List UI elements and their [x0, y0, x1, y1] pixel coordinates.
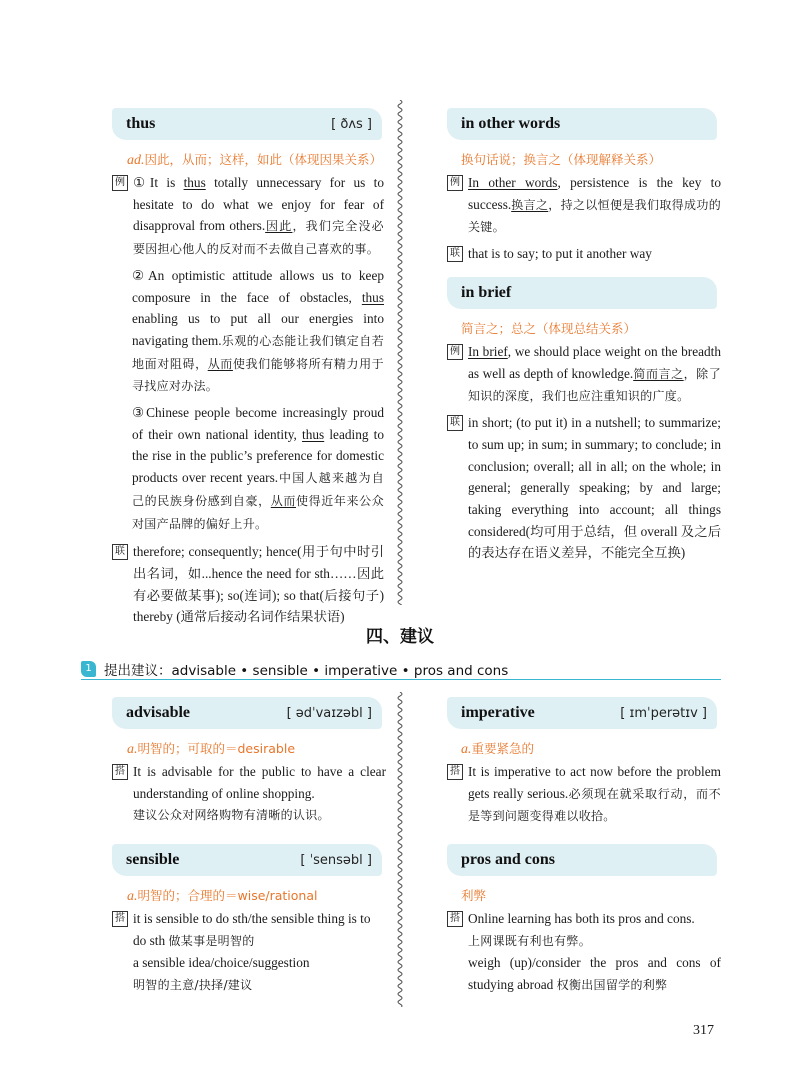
- collocation-tag: 搭: [112, 764, 128, 780]
- example-block-thus: 例 ①It is thus totally unnecessary for us to hesitate to do what we enjoy for fear of disapproval from others.因此，我们完全没必要因担心他人的反对而不去做自己喜欢的事。 ②An optimistic attitude allows us to keep composure in the face of obstacles, thus enabling us to put all our energies into navigating them.乐观的心态能让我们镇定自若地面对阻碍，从而使我们能够将所有精力用于寻找应对办法。 ③Chinese people become increasingly proud of their own national identity, thus leading to the rise in the public’s preference for domestic products over recent years.中国人越来越为自己的民族身份感到自豪，从而使得近年来公众对国产品牌的偏好上升。 联 therefore; consequently; hence(用于句中时引出名词，如...hence the need for sth……因此有必要做某事); so(连词); so that(后接句子) thereby (通常后接动名词作结果状语): [112, 172, 384, 628]
- pos-meaning: a.明智的；可取的＝desirable: [127, 741, 296, 757]
- related-tag: 联: [447, 415, 463, 431]
- pos-meaning: a.重要紧急的: [461, 741, 535, 757]
- collocation-tag: 搭: [112, 911, 128, 927]
- related-tag: 联: [447, 246, 463, 262]
- term-word: advisable: [126, 704, 191, 721]
- term-word: imperative: [461, 704, 535, 721]
- collocation-block-sensible: 搭 it is sensible to do sth/the sensible thing is to do sth 做某事是明智的 a sensible idea/choice/suggestion 明智的主意/抉择/建议: [112, 908, 386, 997]
- meaning: 利弊: [461, 888, 487, 903]
- divider-top: [393, 100, 407, 605]
- related-expressions: that is to say; to put it another way: [468, 246, 652, 262]
- term-word: in brief: [461, 284, 512, 301]
- example-block-in-brief: 例 In brief, we should place weight on the breadth as well as depth of knowledge.简而言之，除了知识的深度，我们也应注重知识的广度。 联 in short; (to put it) in a nutshell; to summarize; to sum up; in sum; in summary; to conclude; in conclusion; overall; all in all; on the whole; in general; generally speaking; by and large; taking everything into account; all things considered(均可用于总结，但 overall 及之后的表达存在语义差异，不能完全互换): [447, 341, 721, 564]
- term-box-thus: [112, 108, 382, 140]
- example-tag: 例: [447, 175, 463, 191]
- topic-number: 1: [81, 661, 96, 677]
- page-number: 317: [693, 1023, 714, 1038]
- collocation-block-advisable: 搭 It is advisable for the public to have a clear understanding of online shopping. 建议公众对网络购物有清晰的认识。: [112, 761, 386, 827]
- topic-text: 提出建议：advisable • sensible • imperative • pros and cons: [104, 663, 509, 679]
- phonetic: [ ədˈvaɪzəbl ]: [286, 705, 372, 721]
- topic-bar: [81, 659, 721, 680]
- related-expressions: therefore; consequently; hence(用于句中时引出名词，如...hence the need for sth……因此有必要做某事); so(连词); so that(后接句子) thereby (通常后接动名词作结果状语): [133, 544, 384, 625]
- phonetic: [ ˈsensəbl ]: [300, 852, 372, 868]
- term-box-in-other-words: [447, 108, 717, 140]
- section-title: 四、建议: [366, 627, 434, 647]
- collocation-block-imperative: 搭 It is imperative to act now before the problem gets really serious.必须现在就采取行动，而不是等到问题变得难以收拾。: [447, 761, 721, 828]
- term-box-sensible: [112, 844, 382, 876]
- phonetic: [ ðʌs ]: [331, 116, 372, 132]
- term-box-in-brief: [447, 277, 717, 309]
- term-box-imperative: [447, 697, 717, 729]
- meaning: 简言之；总之（体现总结关系）: [461, 321, 637, 336]
- example-block-in-other-words: 例 In other words, persistence is the key to success.换言之，持之以恒便是我们取得成功的关键。 联 that is to say; to put it another way: [447, 172, 721, 265]
- related-tag: 联: [112, 544, 128, 560]
- term-word: sensible: [126, 851, 180, 868]
- phonetic: [ ɪmˈperətɪv ]: [620, 705, 707, 721]
- example-tag: 例: [112, 175, 128, 191]
- term-word: pros and cons: [461, 851, 555, 868]
- term-box-pros-and-cons: [447, 844, 717, 876]
- pos-meaning: ad.因此，从而；这样，如此（体现因果关系）: [127, 152, 383, 168]
- collocation-tag: 搭: [447, 764, 463, 780]
- meaning: 换句话说；换言之（体现解释关系）: [461, 152, 662, 167]
- collocation-block-pros-and-cons: 搭 Online learning has both its pros and cons. 上网课既有利也有弊。 weigh (up)/consider the pros and cons of studying abroad 权衡出国留学的利弊: [447, 908, 721, 997]
- divider-bottom: [393, 692, 407, 1007]
- term-word: in other words: [461, 115, 561, 132]
- example-tag: 例: [447, 344, 463, 360]
- term-box-advisable: [112, 697, 382, 729]
- collocation-tag: 搭: [447, 911, 463, 927]
- term-word: thus: [126, 115, 156, 132]
- pos-meaning: a.明智的；合理的＝wise/rational: [127, 888, 318, 904]
- related-expressions: in short; (to put it) in a nutshell; to summarize; to sum up; in sum; in summary; to conclude; in conclusion; overall; all in all; on the whole; in general; generally speaking; by and large; taking everything into account; all things considered(均可用于总结，但 overall 及之后的表达存在语义差异，不能完全互换): [468, 415, 721, 561]
